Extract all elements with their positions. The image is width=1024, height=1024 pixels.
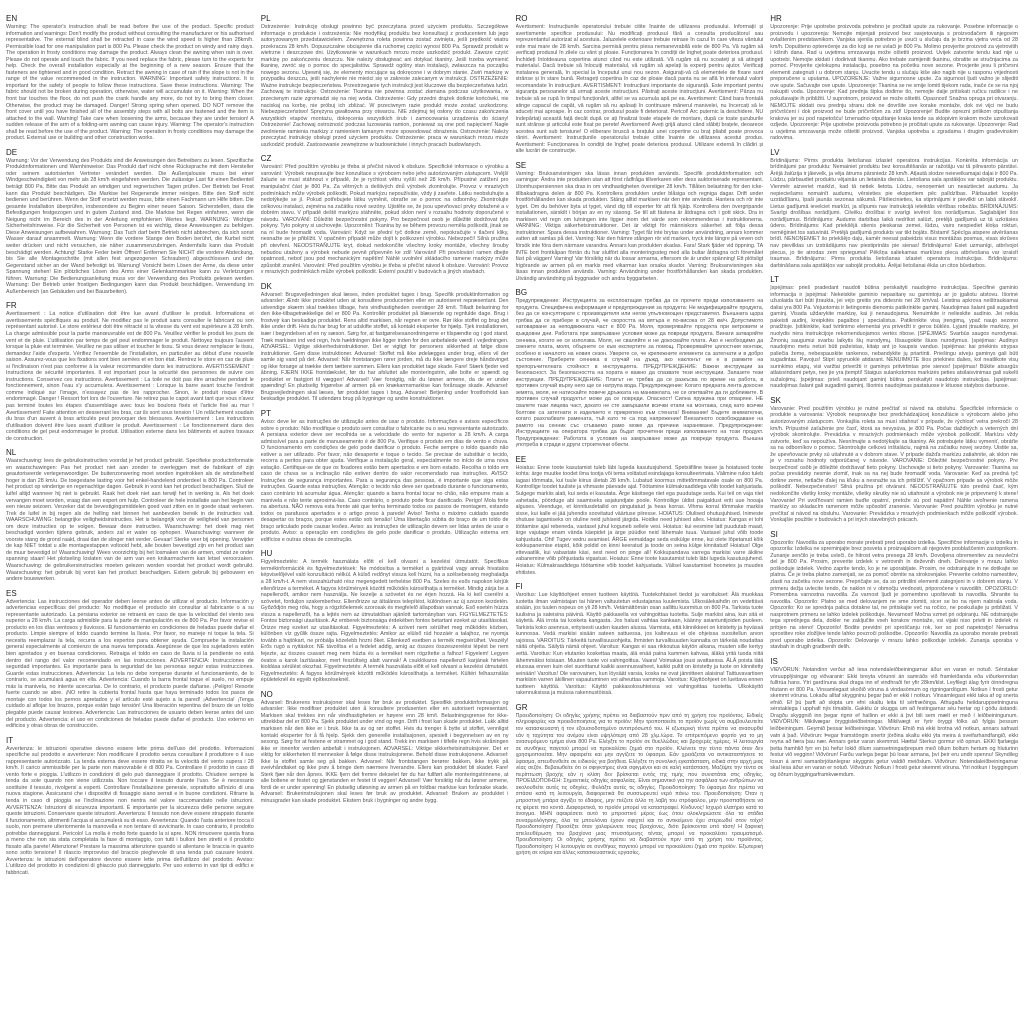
warning-text: VIÐVÖRUN: Notandinn verður að lesa notendaleiðbeiningarnar áður en varan er notuð. Sérstakar vöruupplýsingar og viðvaranir: Ekki breyta vörunni án samráðs við framleiðanda eða viðurkenndan fulltrúa hans. Ytri gardínuna skal draga inn ef vindhraði fer yfir 28km/klst. Leyfilegt álag fyrir óinndregna hlutann er 800 Pa. Vinsamlegast skoðið vöruna á vindasömum og rigningardögum. Notkun í frosti getur skemmt vöruna. Lokaðu alltaf skyggninu þegar það er ekki í notkun. Vinsamlegast ekki taka af og snerta efnið. Ef þú þarft að skipta um efni skaltu leita til sérfræðinga. Athugaðu heildaruppsetninguna sérstaklega í upphafi nýs tímabils. Gakktu úr skugga um að festingarnar séu hertar og í góðu ástandi. Dragðu skyggnið inn þegar rignir ef hallinn er ekki á því bili sem mælt er með í leiðbeiningunum. VIÐVÖRUN: Mikilvægar öryggisleiðbeiningar. Mikilvægt er fyrir öryggi fólks að fylgja þessum leiðbeiningum. Geymið þessar leiðbeiningar. Viðvörun: Efnið má ekki brotna við notkun, annars safnast vatn á það. Viðvörun: Þegar framstöngin snertir jörðina skaltu ekki ýta meira á sveifarhandfangið, ekki reyna að færa þau nær. Annars getur varan skemmst. Hætta! Sterkur gormur við opnun. EKKI fjarlægja þetta framhlið fyrr en þú hefur lokið öllum samsetningarþrepum með öllum boltum hertum og hluturinn festur við vegginn! Viðvörun! Farðu varlega þegar þú losar armana, því þeir eru undir spennu! Skyndileg losun á armi samanbrjótanlegrar skyggnis getur valdið meiðslum. Viðvörun: Notendaleiðbeiningarnar skal lesa áður en varan er notuð. Viðvörun: Notkun í frosti getur skemmt vöruna. Ytri notkun í byggingum og öðrum byggingarframkvæmdum.	[770, 667, 1018, 778]
warning-text: Įspėjimas: prieš pradedant naudoti būtina perskaityti naudojimo instrukcijas. Specifinė gaminio informacija ir įspėjimai: Nekeiskite gaminio nepasitarę su gamintoju ar jo įgaliotu atstovu. Išorinė užuolaida turi būti įtraukta, jei vėjo greitis yra didesnis nei 28 km/val. Leistina apkrova neištraukiamai daliai yra 800 Pa. Vėjuotomis ir lietingomis dienomis patikrinkite gaminį. Naudojimas šalant gali sugadinti gaminį. Visada uždarykite markizę, kai ji nenaudojama. Nenuimkite ir nelieskite audinio. Jei reikia pakeisti audinį, kreipkitės pagalbos į specialistus. Patikrinkite visą įrengimą, ypač naujo sezono pradžioje. Įsitikinkite, kad tvirtinimo elementai yra priveržti ir geros būklės. Lyjant įtraukite markizę, jei nuolydis nėra instrukcijoje rekomenduojamos vertės ribose. ĮSPĖJIMAS: Svarbūs saugos nurodymai. Žmonių saugumui svarbu laikytis šių nurodymų. Išsaugokite šiuos nurodymus. Įspėjimas: Audinys naudojimo metu neturi būti pažeistas, kitaip ant jo kaupsis vanduo. Įspėjimas: kai priekinis strypas paliečia žemę, nebespauskite rankenos, nebandykite jų priartinti. Priešingu atveju gaminys gali būti sugadintas. Pavojus! Stipri spyruoklė atidarant. NENUIMKITE šios priekinės dalies, kol neatlikote visų surinkimo etapų, visi varžtai priveržti ir gaminys pritvirtintas prie sienos! Įspėjimas! Būkite atsargūs atlaisvindami petys, nes jie yra įtempti! Staigus sulankstomos markizės peties atsilaisvinimas gali sukelti sužalojimų. Įspėjimas: prieš naudojant gaminį būtina perskaityti naudotojo instrukcijas. Įspėjimas: naudojimas šalant gali sugadinti gaminį. Išorinis naudojimas pastatuose ir kituose statybos darbuose.	[770, 285, 1018, 390]
language-section	[770, 275, 1018, 390]
warning-document	[6, 14, 1018, 1018]
warning-text: Advarsel: Brugsvejledningen skal læses, inden produktet tages i brug. Specifik produktinformation og advarsler: Ændr ikke produktet uden at konsultere producenten eller en autoriseret repræsentant. Den udvendige skærm skal trækkes tilbage, hvis vindhastigheden overstiger 28 km/t. Tilladt belastning for den ikke-tilbagetrækkelige del er 800 Pa. Kontrollér produktet på blæsende og regnfulde dage. Brug i frostvejr kan beskadige produktet. Rens altid markisen, når regnen er ovre. Rør ikke stoffet og brug det ikke under drift. Hvis du har brug for at udskifte stoffet, så kontakt eksperter for hjælp. Tjek installationen, især i begyndelsen af en ny sæson. Sørg for, at fastgørelsesanordningerne er tilspændte og i god stand. Træk markisen ind ved regn, hvis hældningen ikke ligger inden for den anbefalede værdi i vejledningen. ADVARSEL: Vigtige sikkerhedsinstruktioner. Det er vigtigt for personers sikkerhed at følge disse instruktioner. Gem disse instruktioner. Advarsel: Stoffet må ikke ødelægges under brug, ellers vil der samle sig vand på det. Advarsel: Når frontstangen rører jorden, må du ikke længere dreje håndsvinget og ikke forsøge at trække dem tættere sammen. Ellers kan produktet tage skade. Fare! Stærk fjeder ved åbning. FJERN IKKE frontdækslet, før du har afsluttet alle monteringstrin, alle bolte er spændt og produktet er fastgjort til væggen! Advarsel! Vær forsigtig, når du løsner armene, da de er under spænding! En pludselig frigørelse af armen på en knækarmsmarkise kan forårsage skade. Advarsel: Brugsvejledningen skal læses, før produktet tages i brug. Advarsel: Betjening under frostforhold kan beskadige produktet. Til udendørs brug på bygninger og andre konstruktioner.	[260, 291, 509, 403]
warning-text: Avvertenza: le istruzioni operative devono essere lette prima dell'uso del prodotto. Informazioni specifiche sul prodotto e avvertenze: Non modificare il prodotto senza consultare il produttore o il suo rappresentante autorizzato. La tenda esterna deve essere ritratta se la velocità del vento supera i 28 km/h. Il carico ammissibile per la parte non manovrabile è di 800 Pa. Controllare il prodotto in caso di vento forte e pioggia. L'utilizzo in condizioni di gelo può danneggiare il prodotto. Chiudere sempre la tenda da sole quando non viene utilizzata. Non toccare il tessuto durante l'uso. Se è necessario sostituire il tessuto, rivolgersi a esperti. Controllare l'installazione generale, soprattutto all'inizio di una nuova stagione. Assicurarsi che i dispositivi di fissaggio siano serrati e in buone condizioni. Ritrarre la tenda in caso di pioggia se l'inclinazione non rientra nel valore raccomandato nelle istruzioni. AVVERTENZA: Istruzioni di sicurezza importanti. È importante per la sicurezza delle persone seguire queste istruzioni. Conservare queste istruzioni. Avvertenza: Il tessuto non deve essere strappato durante il funzionamento, altrimenti l'acqua si accumulerà su di esso. Avvertenza: Quando l'asta anteriore tocca il suolo, non premere ulteriormente la manovella e non tentare di avvicinarle. In caso contrario, il prodotto potrebbe danneggiarsi. Pericolo! La molla è molto forte quando la si apre. NON rimuovere questa frana a meno che non sia stata completata la fase di montaggio, con tutti i bulloni ben stretti e il prodotto fissato alla parete! Attenzione! Prestare la massima attenzione quando si allentano le braccia in quanto sono sotto tensione! Il rilascio improvviso del braccio pieghevole di una tenda può causare lesioni. Avvertenza: le istruzioni dell'operatore devono essere lette prima dell'utilizzo del prodotto. Avviso: L'utilizzo del prodotto in condizioni di ghiaccio può danneggiarlo. Per uso esterno in vari tipi di edifici e fabbricati.	[6, 745, 254, 876]
language-code-heading: LT	[770, 275, 779, 285]
language-section	[516, 14, 764, 155]
warning-text: Warning: The operator's instruction shall be read before the use of the product. Specific product information and warnings: Don't modify the product without consulting the manufacturer or his authorised representative. The external blind shall be retracted in case the wind speed is higher than 28km/h. Permissible load for one manipulation part is 800 Pa. Please check the product on windy and rainy days. The operation in frosty conditions may damage the product. Always clean the awning when rain is over. Please do not operate and touch the fabric. If you need replace the fabric, please turn to the experts for help. Check the overall installation especially at the beginning of a new season. Ensure that the fasteners are tightened and in good condition. Retract the awning in case of rain if the slope is not in the range of the value recommended in the instruction. WARNING: Important safety instructions. It is important for the safety of people to follow these instructions. Save these instructions. Warning: The fabric should not be broken during operation, otherwise, water will accumulate on it. Warning: When the front bar touches the floor, do not push the crank handle any more, do not try to bring them closer. Otherwise, the product may be damaged. Danger! Strong spring when opened. DO NOT remove the front cover until you have finished all of the assembly steps with all bolts are fastened and the item is attached to the wall. Warning! Take care when loosening the arms, because they are under tension! A sudden release of the arm of a folding-arm awning can cause injury. Warning: The operator's instruction shall be read before the use of the product. Warning: The operation in frosty conditions may damage the product. External use or building and other construction works.	[6, 24, 254, 142]
language-section	[6, 148, 254, 295]
language-code-heading: SK	[770, 395, 781, 405]
language-section	[516, 582, 764, 697]
language-code-heading: ES	[6, 588, 17, 598]
language-section	[516, 288, 764, 449]
language-code-heading: HR	[770, 14, 782, 23]
language-section	[770, 14, 1018, 142]
language-code-heading: RO	[515, 14, 528, 23]
warning-text: Предупреждение: Инструкцията за експлоатация трябва да се прочете преди използването на продукта. Специфична информация и предупреждения за продукта: Не модифицирайте продукта, без да се консултирате с производителя или негов упълномощен представител. Външната щора трябва да се прибере в случай, че скоростта на вятъра е по-висока от 28 км/ч. Допустимото натоварване за неподвижната част е 800 Pa. Моля, проверявайте продукта при ветровити и дъждовни дни. Работата при замръзване условия може да повреди продукта. Винаги затваряйте сенника, когато не се използва. Моля, не сваляйте и не докосвайте плата. Ако е необходимо да сменете плата, моля, обърнете се към експертите за помощ. Проверявайте цялостния монтаж, особено в началото на новия сезон. Уверете се, че крепежните елементи са затегнати и в добро състояние. Приберете сенника в случай на дъжд, ако наклонът не е в рамките на препоръчителната стойност в инструкцията. ПРЕДУПРЕЖДЕНИЕ: Важни инструкции за безопасност. За безопасността на хората е важно да спазвате тези инструкции. Запазете тези инструкции. ПРЕДУПРЕЖДЕНИЕ: Платът не трябва да се разкъсва по време на работа, в противен случай върху него ще се натрупа вода. Предупреждение: Когато предната лента докосне земята, моля, не натискайте повече дръжката на манивелата, не се опитвайте да ги доближите. В противен случай продуктът може да се повреди. Опасност! Силна пружина при отваряне. НЕ свалете тази лицева част, докато не сте завършили всички етапи на монтажа, след като всички болтове са затегнати и изделието е прикрепено към стената! Внимание! Бъдете внимателни, когато разхлабвате рамената, тъй като те са под напрежение! Внезапното освобождаване на рамото на сенник със сгъваемо рамо може да причини нараняване. Предупреждение: Инструкциите на оператора трябва да бъдат прочетени преди използването на този продукт. Предупреждение: Работата в условия на замръзване може да повреди продукта. Външна употреба в сгради и други строителни обекти.	[515, 298, 764, 449]
language-code-heading: CZ	[260, 154, 272, 164]
language-section	[6, 736, 254, 877]
language-section	[516, 455, 764, 576]
language-code-heading: SI	[770, 529, 778, 539]
warning-text: Aviso: deve ler as instruções de utilização antes de usar o produto. Informações e avisos específicos sobre o produto: Não modifique o produto sem consultar o fabricante ou o seu representante autorizado. A persiana exterior deve ser recolhida se a velocidade do vento for superior a 28 km/h. A carga admissível para a parte de manuseamento é de 800 Pa. Verifique o produto em dias de vento e chuva. O funcionamento em condições de gelo pode danificar o produto. Feche sempre o toldo quando não estiver a ser utilizado. Por favor, não desaperte e toque o tecido. Se precisar de substituir o tecido, recorra a peritos para obter ajuda. Verifique a instalação geral, especialmente no início de uma nova estação. Certifique-se de que os fixadores estão bem apertados e em bom estado. Recolha o toldo em caso de chuva se a inclinação não estiver dentro do valor recomendado nas instruções. AVISO: Instruções de segurança importantes. Para a segurança das pessoas, é importante que siga estas instruções. Guarde estas instruções. Atenção: o tecido não deve ser quebrado durante o funcionamento, caso contrário irá acumular água. Atenção: quando a barra frontal tocar no chão, não empurre mais a manivela e não tente aproximá-las. Caso contrário, o produto pode ficar danificado. Perigo! Mola forte na abertura. NÃO remova esta frente até que tenha terminado todos os passos de montagem, estando todos os parafusos apertados e o artigo preso à parede! Aviso! Tenha o máximo cuidado quando desapertar os braços, porque estes estão sob tensão! Uma libertação súbita do braço de um toldo de braço articulado pode causar lesões. Aviso: as instruções de utilização devem ser lidas antes de usar o produto. Aviso: a operação em condições de gelo pode danificar o produto. Utilização externa em edifícios e outras obras de construção.	[260, 418, 509, 543]
language-section	[770, 657, 1018, 778]
warning-text: Hoiatus: Enne toote kasutamist tuleb läbi lugeda kasutusjuhend. Spetsiifiline teave ja hoiatused toote kohta: ärge muutke toodet ilma tootja või tema volitatud esindajaga konsulteerimata. Välimine ruloo tuleb tagasi tõmmata, kui tuule kiirus ületab 28 km/h. Lubatud koormus mittetõmmatavale osale on 800 Pa. Kontrollige toodet tuuliste ja vihmaste päevade ajal. Töötamine külmakraadidega võib toodet kahjustada. Sulgege markiis alati, kui seda ei kasutata. Ärge käsitsege riiet ega puudutage seda. Kui teil on vaja riiet vahetada, pöörduge abi saamiseks asjatundjate poole. Kontrollige üldist paigaldust eriti uue hooaja alguses. Veenduge, et kinnitusdetailid on pingutatud ja heas korras. Vihma korral tõmmake markiis sisse, kui kalle ei jää juhendis soovitatud väärtuse piiresse. HOIATUS: Olulised ohutusjuhised. Inimeste ohutuse tagamiseks on oluline neid juhiseid järgida. Hoidke need juhised alles. Hoiatus: Kangas ei tohi töötamise ajal rebeneda, vastasel juhul koguneb sellele vesi. Hoiatus: kui eesmine latt puudutab maad, ärge vajutage enam vända käepidet ja ärge püüdke neid lähemale tuua. Vastasel juhul võib toode kahjustuda. Oht! Tugev vedru avamisel. ÄRGE eemaldage seda esikülge enne, kui olete lõpetanud kõik kokkupanemise etapid, kõik poldid on kinni keeratud ja toode on seina külge kinnitatud! Hoiatus! Olge ettevaatlik, kui vabastate käsi, sest need on pinge all! Kokkupandava varrega markiisi varre äkiline vabanemine võib põhjustada vigastusi. Hoiatus: Enne toote kasutamist tuleb läbi lugeda kasutusjuhend. Hoiatus: Külmakraadidega töötamine võib toodet kahjustada. Välisel kasutamisel hoonetes ja muudes ehitistes.	[515, 464, 764, 576]
language-code-heading: IS	[770, 657, 778, 667]
warning-text: Advarsel: Brukerens instruksjoner skal leses før bruk av produktet. Spesifikk produktinformasjon og advarsler: Ikke modifiser produktet uten å konsultere produsenten eller en autorisert representant. Markisen skal trekkes inn når vindhastigheten er høyere enn 28 km/t. Belastningsgrense for ikke-uttrekkbar del er 800 Pa. Sjekk produktet under vind og regn. Drift i frost kan skade produktet. Lukk alltid markisen når den ikke er i bruk. Ikke ta av og rør stoffet. Hvis du trenger å bytte ut stoffet, vennligst kontakt eksperter for å få hjelp. Sjekk den generelle installasjonen, spesielt i begynnelsen av en ny sesong. Sørg for at festene er strammet og i god stand. Trekk inn markisen i tilfelle regn hvis skråningen ikke er innenfor verdien anbefalt i instruksjonen. ADVARSEL: Viktige sikkerhetsinstruksjoner. Det er viktig for sikkerheten til mennesker å følge disse instruksjonene. Behold disse instruksjonene. Advarsel: Ikke la stoffet samle seg på bakken. Advarsel: Når frontstangen berører bakken, ikke trykk på sveivhåndtaket og ikke prøv å bringe dem nærmere hverandre. Ellers kan produktet bli skadet. Fare! Sterk fjær når den åpnes. IKKE fjern det fremre dekselet før du har fullført alle monteringstrinnene, at alle boltene er festet og gjenstanden er festet til veggen! Advarsel! Vær forsiktig når du løsner armene, fordi de er under spenning! En plutselig utløsning av armen på en foldbar markise kan forårsake skade. Advarsel: Brukerinstruksjonen skal leses før bruk av produktet. Advarsel: Bruken av produktet i minusgrader kan skade produktet. Ekstern bruk i bygninger og andre bygg.	[260, 699, 509, 804]
language-code-heading: HU	[260, 549, 273, 559]
language-section	[770, 530, 1018, 651]
language-code-heading: FR	[6, 301, 17, 311]
language-code-heading: NO	[260, 689, 273, 699]
language-section	[6, 589, 254, 730]
language-code-heading: EN	[6, 14, 18, 23]
text-column	[6, 14, 254, 1018]
warning-text: Avertissement : La notice d'utilisation doit être lue avant d'utiliser le produit. Informations et avertissements spécifiques au produit. Ne modifiez pas le produit sans consulter le fabricant ou son représentant autorisé. Le store extérieur doit être rétracté si la vitesse du vent est supérieure à 28 km/h. La charge admissible pour la partie manœuvrable est de 800 Pa. Veuillez vérifier le produit les jours de vent et de pluie. L'utilisation par temps de gel peut endommager le produit. Nettoyez toujours l'auvent lorsque la pluie est terminée. Veuillez ne pas utiliser et toucher le tissu. Si vous devez remplacer le tissu, demandez l'aide d'experts. Vérifiez l'ensemble de l'installation, en particulier au début d'une nouvelle saison. Assurez-vous que les fixations sont bien serrées et en bon état. Rentrez le store en cas de pluie si l'inclinaison n'est pas conforme à la valeur recommandée dans les instructions. AVERTISSEMENT : Instructions de sécurité importantes. Il est important pour la sécurité des personnes de suivre ces instructions. Conservez ces instructions. Avertissement : La toile ne doit pas être arrachée pendant le fonctionnement, sinon l'eau s'y accumulera. Avertissement : Lorsque la barre avant touche l'endroit comme indiqué sur l'image, n'essayez pas de les rapprocher. Sinon, le produit risque d'être endommagé. Danger ! Ressort fort lors de l'ouverture. Ne retirez pas le capot avant tant que vous n'avez pas terminé toutes les étapes d'assemblage avec tous les boulons fixés et l'article fixé au mur ! Avertissement! Faite attention en desserrant les bras, car ils sont sous tension ! Un relâchement soudain du bras d'un auvent à bras articulés peut provoquer des blessures. Avertissement : Les instructions d'utilisation doivent être lues avant d'utiliser le produit. Avertissement : Le fonctionnement dans des conditions de gel peut endommager le produit. Utilisation externe dans les bâtiments et autres travaux de construction.	[6, 311, 254, 442]
language-section	[516, 161, 764, 282]
language-section	[6, 14, 254, 142]
warning-text: Varování: Před použitím výrobku je třeba si přečíst návod k obsluze. Specifické informace o výrobku a varování: Výrobek neupravujte bez konzultace s výrobcem nebo jeho autorizovaným zástupcem. Vnější žaluzie se musí stáhnout v případě, že je rychlost větru vyšší než 28 km/h. Přípustné zatížení pro manipulační část je 800 Pa. Za větrných a deštivých dnů výrobek zkontrolujte. Provoz v mrazivých podmínkách může výrobek poškodit. Pokud markýzu nepoužíváte, vždy ji zavřete. Látku neobsluhujte a nedotýkejte se jí. Pokud potřebujete látku vyměnit, obraťte se o pomoc na odborníky. Zkontrolujte celkovou instalaci, zejména na začátku nové sezóny. Ujistěte se, že jsou upevňovací prvky dotažené a v dobrém stavu. V případě deště markýzu stáhněte, pokud sklon není v rozsahu hodnoty doporučené v návodu. VAROVÁNÍ: Důležité bezpečnostní pokyny. Pro bezpečnost osob je důležité dodržovat tyto pokyny. Tyto pokyny si uschovejte. Upozornění: Tkanina by se během provozu neměla poškodit, jinak se na ní bude hromadit voda. Varování: Když se přední tyč dotkne země, nepokračujte v tlačení kliky, nesnažte se je přiblížit. V opačném případě může dojít k poškození výrobku. Nebezpečí! Silná pružina při otevření. NEODSTRAŇUJTE kryt, dokud nedokončíte všechny kroky montáže, všechny šrouby nebudou utaženy a výrobek nebude pevně připevněn ke zdi! Varování! Při povolování ramen dbejte opatrnosti, neboť jsou pod mechanickým napětím! Náhlé uvolnění skládacího ramene markýzy může způsobit zranění. Varování: Před použitím výrobku je třeba si přečíst návod k obsluze. Varování: Provoz v mrazivých podmínkách může výrobek poškodit. Externí použití v budovách a jiných stavbách.	[260, 164, 509, 276]
warning-text: Waarschuwing: lees de gebruiksinstructies voordat je het product gebruikt. Specifieke productinformatie en waarschuwingen: Pas het product niet aan zonder te overleggen met de fabrikant of zijn geautoriseerde vertegenwoordiger. De buitenzonwering moet worden ingetrokken als de windsnelheid hoger is dan 28 km/u. De toegestane lasting voor het enkel-handelend onderdeel is 800 Pa. Controleer het product op winderige en regenachtige dagen. Gebruik in vorst kan het product beschadigen. Sluit de luifel altijd wanneer hij niet is gebruikt. Raak het doek niet aan terwijl het in werking is. Als het doek vervangen moet worden, vraag dan een expert om hulp. Controleer de hele installatie aan het begin van een nieuw seizoen. Verzeker dat de bevestigingsmiddelen goed vast zitten en in goede staat verkeren. Trek de luifel in bij regen als de helling niet binnen het aanbevolen bereik in de instructies valt. WAARSCHUWING: belangrijke veiligheidsinstructies. Het is belangrijk voor de veiligheid van personen om deze instructies op te volgen. Bewaar deze instructies. Waarschuwing: het doek mag niet beschadigd worden tijdens gebruik, anders zal er water op ophopen. Waarschuwing: wanneer de voorste stang de grond raakt, draai dan de slinger niet verder. Gevaar! Sterke veer bij opening. Verwijder de kap NIET totdat u alle montagestappen voltooid hebt, alle bouten bevestigd zijn en het product aan de muur bevestigd is! Waarschuwing! Wees voorzichtig bij het losmaken van de armen, omdat ze onder spanning staan! Het plotseling loslaten van de arm van een knikarmscherm kan letsel veroorzaken. Waarschuwing: de gebruikersinstructies moeten gelezen worden voordat het product wordt gebruikt. Waarschuwing: het gebruik bij vorst kan het product beschadigen. Extern gebruik bij gebouwen en andere bouwwerken.	[6, 458, 254, 583]
warning-text: Avertisment: Instrucțiunile operatorului trebuie citite înainte de utilizarea produsului. Informații și avertismente specifice produsului: Nu modificați produsul fără a consulta producătorul sau reprezentantul autorizat al acestuia. Jaluzelele exterioare trebuie retrase în cazul în care viteza vântului este mai mare de 28 km/h. Sarcina permisă pentru piesa nemanevrabilă este de 800 Pa. Vă rugăm să verificați produsul în zilele cu vânt și ploaie. Funcționarea în condiții de îngheț poate deteriora produsul. Închideți întotdeauna copertina atunci când nu este utilizată. Vă rugăm să nu scoateți și să atingeți materialul. Dacă trebuie să înlocuiți materialul, vă rugăm să apelați la experți pentru ajutor. Verificați instalarea generală, în special la începutul unui nou sezon. Asigurați-vă că elementele de fixare sunt strânse și în stare bună. Retrageți copertina în caz de ploaie dacă panta nu se află în intervalul valorii recomandate în instrucțiuni. AVERTISMENT: Instrucțiuni importante de siguranță. Este important pentru siguranța persoanelor să urmați aceste instrucțiuni. Păstrați aceste instrucțiuni. Avertisment: Pânza nu trebuie să se rupă în timpul funcționării, altfel se va acumula apă pe ea. Avertisment: Când bara frontală atinge capacul de capăt, vă rugăm să nu apăsați în continuare mânerul manivelei, nu încercați să le aduceți mai aproape. În caz contrar, produsul poate fi deteriorat. Pericol! Arc puternic la deschidere. NU îndepărtați această față decât după ce ați finalizat toate etapele de montare, după ce toate șuruburile sunt strânse și articolul este fixat pe perete! Avertisment! Aveți grijă atunci când slăbiți brațele, deoarece acestea sunt sub tensiune! O eliberare bruscă a brațului unei copertine cu braț pliabil poate provoca răniri. Avertisment: Instrucțiunile operatorului trebuie citite înainte de utilizarea acestui produs. Avertisment: Funcționarea în condiții de îngheț poate deteriora produsul. Utilizare externă în clădiri și alte lucrări de construcție.	[515, 24, 764, 155]
language-code-heading: DE	[6, 147, 18, 157]
language-section	[770, 148, 1018, 269]
text-column	[516, 14, 764, 1018]
language-section	[261, 409, 509, 543]
warning-text: Brīdinājums: Pirms produkta lietošanas izlasiet operatora instrukcijas. Konkrēta informācija un brīdinājumi par produktu: Nemainiet produktu bez konsultēšanās ar ražotāju vai tā pilnvaroto pārstāvi. Ārējā žalūzija ir jāievelk, ja vēja ātrums pārsniedz 28 km/h. Atļautā slodze neievelkamajai daļai ir 800 Pa. Lūdzu, pārbaudiet produktu vējainās un lietainās dienās. Lietošana sala apstākļos var sabojāt produktu. Vienmēr aizveriet markīzi, kad tā netiek lietota. Lūdzu, nenoņemiet un neaiztieciet audumu. Ja nepieciešams nomainīt audumu, vērsieties pie ekspertiem pēc palīdzības. Pārbaudiet kopējo uzstādīšanu, īpaši jaunās sezonas sākumā. Pārliecinieties, ka stiprinājumi ir pievilkti un labā stāvoklī. Lietus gadījumā ievelciet markīzi, ja slīpums nav instrukcijā ieteiktās vērtības robežās. BRĪDINĀJUMS: Svarīgi drošības norādījumi. Cilvēku drošībai ir svarīgi ievērot šos norādījumus. Saglabājiet šos norādījumus. Brīdinājums: Audums darbības laikā nedrīkst salūzt, pretējā gadījumā uz tā uzkrāsies ūdens. Brīdinājums: Kad priekšējā stienis pieskaras zemei, lūdzu, vairs nespiediet kloķa rokturi, nemēģiniet tos satuvināt. Pretējā gadījumā produkts var tikt bojāts. Bīstami! Spēcīga atspere atvēršanas brīdī. NENOŅEMIET šo priekšējo daļu, kamēr neesat pabeidzis visus montāžas posmus, visas skrūves nav pievilktas un izstrādājums nav piestiprināts pie sienas! Brīdinājums! Esiet uzmanīgi, atbrīvojot plecus, jo tie atrodas zem sprieguma! Pēkšņa saliekamas markīzes pleca atbrīvošana var izraisīt traumas. Brīdinājums: Pirms produkta lietošanas izlasiet operatora instrukcijas. Brīdinājums: darbināšana sala apstākļos var sabojāt produktu. Ārējai lietošanai ēkās un citos būvdarbos.	[770, 157, 1018, 269]
language-code-heading: FI	[515, 582, 523, 592]
warning-text: Προειδοποίηση: Οι οδηγίες χρήσης πρέπει να διαβαστούν πριν από τη χρήση του προϊόντος. Ειδικές πληροφορίες και προειδοποιήσεις για το προϊόν: Μην τροποποιείτε το προϊόν χωρίς να συμβουλευτείτε τον κατασκευαστή ή τον εξουσιοδοτημένο αντιπρόσωπό του. Η εξωτερική τέντα πρέπει να ανασυρθεί εάν η ταχύτητα του ανέμου είναι υψηλότερη από 28 χλμ./ώρα. Το επιτρεπόμενο φορτίο για το μη ανασυρόμενο τμήμα είναι 800 Pa. Ελέγξτε το προϊόν σε θυελλώδεις και βροχερές ημέρες. Η λειτουργία σε συνθήκες παγετού μπορεί να προκαλέσει ζημιά στο προϊόν. Κλείνετε την τέντα πάντα όταν δεν χρησιμοποιείται. Μην αφαιρείτε και μην αγγίζετε το ύφασμα. Εάν χρειάζεται να αντικαταστήσετε το ύφασμα, απευθυνθείτε σε ειδικούς για βοήθεια. Ελέγξτε τη συνολική εγκατάσταση, ειδικά στην αρχή μιας νέας σεζόν. Βεβαιωθείτε ότι οι σφιγκτήρες είναι σφιγμένοι και σε καλή κατάσταση. Μαζέψτε την τέντα σε περίπτωση βροχής εάν η κλίση δεν βρίσκεται εντός της τιμής που συνιστάται στις οδηγίες. ΠΡΟΕΙΔΟΠΟΙΗΣΗ: Σημαντικές οδηγίες ασφαλείας. Είναι σημαντικό για την ασφάλεια των ανθρώπων να ακολουθείτε αυτές τις οδηγίες. Φυλάξτε αυτές τις οδηγίες. Προειδοποίηση: Το ύφασμα δεν πρέπει να σπάσει κατά τη λειτουργία, διαφορετικά θα συσσωρευτεί νερό πάνω του. Προειδοποίηση: Όταν η μπροστινή μπάρα αγγίξει το έδαφος, μην πιέζετε άλλο τη λαβή του στρόφαλου, μην προσπαθήσετε να τις φέρετε πιο κοντά. Διαφορετικά, το προϊόν μπορεί να καταστραφεί. Κίνδυνος! Ισχυρό ελατήριο κατά το άνοιγμα. ΜΗΝ αφαιρέσετε αυτό το μπροστινό μέρος έως ότου ολοκληρώσετε όλα τα στάδια συναρμολόγησης, όλα τα μπουλόνια έχουν σφιχτεί και το αντικείμενο έχει στερεωθεί στον τοίχο! Προειδοποίηση! Προσέξτε όταν χαλαρώνετε τους βραχίονες, διότι βρίσκονται υπό τάση! Η ξαφνική απελευθέρωση του βραχίονα μιας πτυσσόμενης τέντας μπορεί να προκαλέσει τραυματισμό. Προειδοποίηση: Οι οδηγίες χρήσης πρέπει να διαβαστούν πριν από τη χρήση του προϊόντος. Προειδοποίηση: Η λειτουργία σε συνθήκες παγετού μπορεί να προκαλέσει ζημιά στο προϊόν. Εξωτερική χρήση σε κτίρια και άλλες κατασκευαστικές εργασίες.	[515, 712, 764, 857]
language-section	[261, 282, 509, 403]
warning-text: Warnung: Vor der Verwendung des Produkts sind die Anweisungen des Betreibers zu lesen. Spezifische Produktinformationen und Warnhinweise: Das Produkt darf nicht ohne Rücksprache mit dem Hersteller oder seinem autorisierten Vertreter verändert werden. Die Außenjalousie muss bei einer Windgeschwindigkeit von mehr als 28 km/h eingefahren werden. Die zulässige Last für einen Bedienteil beträgt 800 Pa. Bitte das Produkt an windigen und regnerischen Tagen prüfen. Der Betrieb bei Frost kann das Produkt beschädigen. Die Markise bei Regenende immer reinigen. Bitte den Stoff nicht bedienen und berühren. Wenn der Stoff ersetzt werden muss, bitte einen Fachmann um Hilfe bitten. Die gesamte Installation überprüfen, insbesondere zu Beginn einer neuen Saison. Sicherstellen, dass die Befestigungen festgezogen und in gutem Zustand sind. Die Markise bei Regen einfahren, wenn die Neigung nicht im Bereich des in der Anleitung empfohlenen Wertes liegt. WARNUNG: Wichtige Sicherheitshinweise. Für die Sicherheit von Personen ist es wichtig, diese Anweisungen zu befolgen. Diese Anweisungen aufbewahren. Warnung: Das Tuch darf beim Betrieb nicht abbrechen, da sich sonst Wasser darauf ansammelt. Warnung: Wenn die vordere Stange den Boden berührt, die Kurbel nicht weiter drücken und nicht versuchen, sie näher zusammenzubringen. Andernfalls kann das Produkt beschädigt werden. Achtung! Starke Feder beim Öffnen! Entfernen Sie NICHT die vordere Abdeckung, bis Sie alle Montageschritte (mit allen fest angezogenen Schrauben) abgeschlossen und der Gegenstand sicher an der Wand befestigt ist. Warnung! Vorsicht beim Lösen der Arme, da diese unter Spannung stehen! Ein plötzliches Lösen des Arms einer Gelenkarmmarkise kann zu Verletzungen führen. Warnung: Die Bedienungsanleitung muss vor der Verwendung des Produkts gelesen werden. Warnung: Der Betrieb unter frostigen Bedingungen kann das Produkt beschädigen. Verwendung im Außenbereich (an Gebäuden und bei Bauarbeiten).	[6, 157, 254, 295]
language-code-heading: PL	[260, 14, 271, 23]
language-section	[261, 690, 509, 805]
warning-text: Varovanie: Pred použitím výrobku je nutné prečítať si návod na obsluhu. Špecifické informácie o produkte a varovania: Výrobok neupravujte bez predchádzajúcej konzultácie s výrobcom alebo jeho autorizovaným zástupcom. Vonkajšia roleta sa musí stiahnuť v prípade, že rýchlosť vetra prekročí 28 km/h. Prípustné zaťaženie pre časť, ktorá sa nevysúva, je 800 Pa. Počas daždivých a veterných dní výrobok skontrolujte. Prevádzka v mrazivých podmienkach môže výrobok poškodiť. Markízu vždy zatvorte, keď sa nepoužíva. Nesnímajte a nedotýkajte sa tkaniny. Ak potrebujete látku vymeniť, obráťte sa na odborníkov o pomoc. Skontrolujte celkovú inštaláciu, najmä na začiatku novej sezóny. Uistite sa, že upevňovacie prvky sú utiahnuté a v dobrom stave. V prípade dažďa markízu zatiahnite, ak sklon nie je v rozsahu hodnoty odporúčanej v návode. VAROVANIE: Dôležité bezpečnostné pokyny. Pre bezpečnosť osôb je dôležité dodržiavať tieto pokyny. Uschovajte si tieto pokyny. Varovanie: Tkanina sa počas prevádzky nesmie zlomiť, inak sa na nej bude hromadiť voda. Varovanie: Keď sa predná tyč dotkne zeme, netlačte ďalej na kľuku a nesnažte sa ich priblížiť. V opačnom prípade sa výrobok môže poškodiť. Nebezpečenstvo! Silná pružina pri otváraní. NEODSTRAŇUJTE túto prednú časť, kým nedokončíte všetky kroky montáže, všetky skrutky nie sú utiahnuté a výrobok nie je pripevnený k stene! Varovanie! Pri uvoľňovaní ramien buďte opatrní, pretože sú pod napätím! Náhle uvoľnenie ramena markízy so skladacím ramenom môže spôsobiť zranenie. Varovanie: Pred použitím výrobku je nutné prečítať si návod na obsluhu. Varovanie: Prevádzka v mrazivých podmienkach môže poškodiť výrobok. Vonkajšie použitie v budovách a pri iných stavebných prácach.	[770, 405, 1018, 524]
warning-text: Opozorilo: Navodila za uporabo morate prebrati pred uporabo izdelka. Specifične informacije o izdelku in opozorila: Izdelka ne spreminjajte brez posveta s proizvajalcem ali njegovim pooblaščenim zastopnikom. Zunanje senčilo je treba uvleči, če hitrost vetra presega 28 km/h. Dovoljena obremenitev za neuvlečni del je 800 Pa. Prosim, preverite izdelek v vetrovnih in deževnih dneh. Delovanje v mrazu lahko poškoduje izdelek. Vedno zaprite tendo, ko je ne uporabljate. Prosim, ne odstranjujte in ne dotikajte se platna. Če je treba platno zamenjati, se za pomoč obrnite na strokovnjake. Preverite celotno namestitev, zlasti na začetku nove sezone. Prepričajte se, da so pritrdilni elementi zategnjeni in v dobrem stanju. V primeru dežja uvlecite tendo, če naklon ni v območju vrednosti, priporočene v navodilih. OPOZORILO: Pomembna varnostna navodila. Za varnost ljudi je pomembno upoštevati ta navodila. Shranite ta navodila. Opozorilo: Platno se med delovanjem ne sme zlomiti, sicer se bo na njem nabirala voda. Opozorilo: Ko se sprednja palica dotakne tal, ne pritiskajte več na ročico, ne poskušajte ju približati. V nasprotnem primeru se lahko izdelek poškoduje. Nevarnost! Močna vzmet pri odpiranju. NE odstranjujte tega sprednjega dela, dokler ne zaključite vseh korakov montaže, vsi vijaki niso priviti in izdelek ni pritrjen na steno! Opozorilo! Bodite previdni pri sproščanju rok, ker so pod napetostjo! Nenadna sprostitev roke zložljive tende lahko povzroči poškodbe. Opozorilo: Navodila za uporabo morate prebrati pred uporabo izdelka. Opozorilo: Delovanje v mrazu lahko poškoduje izdelek. Zunanja uporaba v stavbah in drugih gradbenih delih.	[770, 539, 1018, 651]
warning-text: Ostrzeżenie: Instrukcję obsługi powinno być przeczytana przed użyciem produktu. Szczegółowe informacje o produkcie i ostrzeżenia: Nie modyfikuj produktu bez konsultacji z producentem lub jego autoryzowanym przedstawicielem. Zewnętrzna roleta powinna zostać zwinięta, jeśli prędkość wiatru przekracza 28 km/h. Dopuszczalne obciążenie dla ruchomej części wynosi 800 Pa. Sprawdź produkt w wietrzne i deszczowe dni. Użytkowanie w warunkach mrozu może uszkodzić produkt. Zawsze czyść markizę po zakończeniu deszczu. Nie należy obsługiwać ani dotykać tkaniny. Jeśli trzeba wymienić tkaninę, zwróć się o pomoc do specjalistów. Sprawdź ogólny stan instalacji, zwłaszcza na początku nowego sezonu. Upewnij się, że elementy mocujące są dokręcone i w dobrym stanie. Zwiń markizę w przypadku deszczu, jeśli nachylenie nie mieści się w zakresie zalecanym w instrukcji. OSTRZEŻENIE: Ważne instrukcje bezpieczeństwa. Przestrzeganie tych instrukcji jest kluczowe dla bezpieczeństwa ludzi. Zachowaj te instrukcje. Ostrzeżenie: Tkanina nie powinna zostać złamana podczas użytkowania, w przeciwnym razie zgromadzi się na niej woda. Ostrzeżenie: Gdy przedni drążek dotknie końcówki, nie naciskaj na korbę, nie próbuj ich zbliżać. W przeciwnym razie produkt może zostać uszkodzony. Niebezpieczeństwo! Sprężyna gwałtowna przy otwarciu. NIE zdejmuj tej osłony do czasu zakończenia wszystkich etapów montażu, dokręcenia wszystkich śrub i zamocowania urządzenia do ściany! Ostrzeżenie! Zachowaj ostrożność podczas luzowania ramion, ponieważ są one pod napięciem! Nagłe zwolnienie ramienia markizy z ramieniem łamanym może spowodować obrażenia. Ostrzeżenie: Należy przeczytać instrukcję obsługi przed użyciem produktu. Ostrzeżenie: praca w warunkach mrozu może uszkodzić produkt. Zastosowanie zewnętrzne w budownictwie i innych pracach budowlanych.	[260, 24, 509, 148]
language-section	[516, 703, 764, 857]
language-code-heading: EE	[515, 454, 527, 464]
language-code-heading: NL	[6, 448, 17, 458]
language-code-heading: IT	[6, 735, 14, 745]
language-section	[6, 301, 254, 442]
language-code-heading: GR	[515, 702, 528, 712]
warning-text: Upozorenje: Prije upotrebe proizvoda potrebno je pročitati upute za rukovanje. Posebne informacije o proizvodu i upozorenja: Nemojte mijenjati proizvod bez savjetovanja s proizvođačem ili njegovim ovlaštenim predstavnikom. Vanjska sjenila potrebno je uvući u slučaju da je brzina vjetra veća od 28 km/h. Dopušteno opterećenje za dio koji se ne uvlači je 800 Pa. Molimo provjerite proizvod za vjetrovitih i kišnih dana. Rad u uvjetima smrzavanja može oštetiti proizvod. Uvijek zatvorite tendu kad nije u upotrebi. Nemojte skidati i dodirivati tkaninu. Ako trebate zamijeniti tkaninu, obratite se stručnjacima za pomoć. Provjerite cjelokupnu instalaciju, posebno na početku nove sezone. Provjerite jesu li pričvrsni elementi zategnuti i u dobrom stanju. Uvucite tendu u slučaju kiše ako nagib nije u rasponu vrijednosti preporučene u uputama. UPOZORENJE: Važne sigurnosne upute. Za sigurnost ljudi važno je slijediti ove upute. Sačuvajte ove upute. Upozorenje: Tkanina se ne smije lomiti tijekom rada, inače će se na njoj nakupiti voda. Upozorenje: Kad prednja šipka dodirne tlo, nemojte dalje pritiskati ručicu radilice i ne pokušavajte ih približiti. U suprotnom, proizvod se može oštetiti. Opasnost! Snažna opruga pri otvaranju. NEMOJTE skidati ovu prednju stranu dok ne dovršite sve korake montaže, dok svi vijci ne budu pričvršćeni i dok proizvod ne bude pričvršćen za zid! Upozorenje! Budite oprezni prilikom otpuštanja krakova jer su pod napetošću! Iznenadno otpuštanje kraka tende sa sklopivim krakom može uzrokovati ozljede. Upozorenje: Prije upotrebe proizvoda potrebno je pročitati upute za rukovanje. Upozorenje: Rad u uvjetima smrzavanja može oštetiti proizvod. Vanjska upotreba u zgradama i drugim građevinskim radovima.	[770, 24, 1018, 142]
language-section	[261, 549, 509, 683]
text-column	[261, 14, 509, 1018]
language-section	[261, 154, 509, 275]
text-column	[770, 14, 1018, 1018]
language-code-heading: PT	[260, 408, 271, 418]
language-section	[261, 14, 509, 148]
warning-text: Figyelmeztetés: A termék használata előtt el kell olvasni a kezelési útmutatót. Specifikus termékinformációk és figyelmeztetések: Ne módosítsa a terméket a gyártóval vagy annak hivatalos képviselőjével való konzultáció nélkül. A külső redőnyt vissza kell húzni, ha a szélsebesség meghaladja a 28 km/h-t. A nem visszahúzható rész megengedett terhelése 800 Pa. Szeles és esős napokon kérjük ellenőrizze a terméket. A fagyos körülmények közötti működés károsíthatja a terméket. Mindig zárja be a napellenzőt, amikor nem használja. Ne kezelje a szövetet és ne érjen hozzá. Ha ki kell cserélni a szövetet, forduljon szakemberhez. Ellenőrizze az általános telepítést, különösen az új szezon kezdetén. Győződjön meg róla, hogy a rögzítőelemek szorosak és megfelelő állapotban vannak. Eső esetén húzza vissza a napellenzőt, ha a lejtés nem az útmutatóban ajánlott tartományban van. FIGYELMEZTETÉS: Fontos biztonsági utasítások. Az emberek biztonsága érdekében fontos betartani ezeket az utasításokat. Őrizze meg ezeket az utasításokat. Figyelmeztetés: A szövet nem sérülhet meg működés közben, különben víz gyűlik össze rajta. Figyelmeztetés: Amikor az elülső rúd hozzáér a talajhoz, ne nyomja tovább a hajtókart, ne próbálja közelebb hozni őket. Ellenkező esetben a termék megsérülhet. Veszély! Erős rugó a nyitáskor. NE távolítsa el a fedelet addig, amíg az összes összeszerelési lépést be nem fejezte, az összes csavart meg nem húzta és a terméket nem rögzítette a falhoz! Figyelem! Legyen óvatos a karok lazításakor, mert feszültség alatt vannak! A csuklókaros napellenző karjának hirtelen kioldása sérülést okozhat. Figyelmeztetés: A termék használata előtt el kell olvasni a kezelési útmutatót. Figyelmeztetés: A fagyos körülmények közötti működés károsíthatja a terméket. Kültéri felhasználás épületeknél és egyéb építkezéseknél.	[260, 559, 509, 684]
warning-text: Varoitus: Lue käyttöohjeet ennen tuotteen käyttöä. Tuotekohtaiset tiedot ja varoitukset: Älä muokkaa tuotetta ilman valmistajan tai hänen valtuutetun edustajansa kuulemista. Ulkosälekaihdin on vedettävä sisään, jos tuulen nopeus on yli 28 km/h. Vetämättömän osan sallittu kuormitus on 800 Pa. Tarkista tuote tuulisina ja sateisina päivinä. Käyttö pakkasella voi vahingoittaa tuotetta. Sulje markiisi aina, kun sitä ei käytetä. Älä irrota tai kosketa kangasta. Jos haluat vaihtaa kankaan, käänny asiantuntijoiden puoleen. Tarkista koko asennus, erityisesti uuden kauden alussa. Varmista, että kiinnikkeet on kiristetty ja hyvässä kunnossa. Vedä markiisi sisään sateen sattuessa, jos kaltevuus ei ole ohjeissa suositellun arvon rajoissa. VAROITUS: Tärkeitä turvallisuusohjeita. Ihmisten turvallisuuden kannalta on tärkeää noudattaa näitä ohjeita. Säilytä nämä ohjeet. Varoitus: Kangas ei saa rikkoutua käytön aikana, muuten sille kertyy vettä. Varoitus: Kun etutanko koskettaa maata, älä enää paina kammen kahvaa, äläkä yritä tuoda niitä lähemmäksi toisiaan. Muuten tuote voi vahingoittua. Vaara! Voimakas jousi avattaessa. ÄLÄ poista tätä etuosaa ennen kuin olet suorittanut kaikki asennusvaiheet, kaikki pultit on kiristetty ja tuote on kiinnitetty seinään! Varoitus! Ole varovainen, kun löysäät varsia, koska ne ovat jännitteen alaisina! Taittuvavartisen markiisin varren äkillinen vapautuminen voi aiheuttaa vammoja. Varoitus: Käyttöohjeet on luettava ennen tuotteen käyttöä. Varoitus: Käyttö pakkasolosuhteissa voi vahingoittaa tuotetta. Ulkokäyttö rakennuksissa ja muissa rakennustöissä.	[515, 592, 764, 697]
language-section	[6, 448, 254, 582]
language-code-heading: DK	[260, 281, 272, 291]
language-code-heading: BG	[515, 288, 528, 298]
warning-text: Advertencia: Las instrucciones del operador deben leerse antes de utilizar el producto. Información y advertencias específicas del producto: No modifique el producto sin consultar al fabricante o a su representante autorizado. La persiana exterior se retraerá en caso de que la velocidad del viento sea superior a 28 km/h. La carga admisible para la parte de manipulación es de 800 Pa. Por favor revise el producto en los días ventosos y lluviosos. El funcionamiento en condiciones de heladas puede dañar el producto. Limpie siempre el toldo cuando termine la lluvia. Por favor, no maneje ni toque la tela. Si necesita reemplazar la tela, recurra a los expertos para obtener ayuda. Compruebe la instalación general especialmente al comienzo de una nueva temporada. Asegúrese de que los sujetadores estén bien apretados y en buenas condiciones. Retraiga el toldo en caso de lluvia si la pendiente no está dentro del rango del valor recomendado en las instrucciones. ADVERTENCIA: Instrucciones de seguridad importantes. Es importante para la seguridad de las personas seguir estas instrucciones. Guarde estas instrucciones. Advertencia: La tela no debe romperse durante el funcionamiento, de lo contrario, se acumulará agua en ella. Advertencia: Cuando la barra frontal toque el suelo, no empuje más la manivela, no intente acercarlas. De lo contrario, el producto puede dañarse. ¡Peligro! Resorte fuerte cuando se abre. ¡NO retire la cubierta frontal hasta que haya terminado todos los pasos de montaje con todos los pernos apretados y el artículo esté sujeto a la pared! ¡Advertencia! ¡Tenga cuidado al aflojar los brazos, porque están bajo tensión! Una liberación repentina del brazo de un toldo plegable puede causar lesiones. Advertencia: Las instrucciones de usuario deben leerse antes del uso del producto. Advertencia: el uso en condiciones de heladas puede dañar el producto. Uso externo en edificios y otras obras de construcción.	[6, 598, 254, 730]
warning-text: Varning: Bruksanvisningen ska läsas innan produkten används. Specifik produktinformation och varningar: Ändra inte produkten utan att först rådfråga tillverkaren eller dess auktoriserade representant. Utomhuspersiennen ska dras in om vindhastigheten överstiger 28 km/h. Tillåten belastning för den icke-tillbakadragna delen är 800 Pa. Kontrollera produkten under blåsiga och regniga dagar. Drift under frostförhållanden kan skada produkten. Stäng alltid markisen när den inte används. Hantera och rör inte tyget. Om du behöver byta ut tyget, vänd dig till experter för att få hjälp. Kontrollera den övergripande installationen, särskilt i början av en ny säsong. Se till att fästena är åtdragna och i gott skick. Dra in markisen vid regn om lutningen inte ligger inom det värde som rekommenderas i instruktionerna. VARNING: Viktiga säkerhetsinstruktioner. Det är viktigt för människors säkerhet att följa dessa instruktioner. Spara dessa instruktioner. Varning: Tyget får inte brytas under användning, annars kommer vatten att samlas på det. Varning: När den främre stången rör vid marken, tryck inte längre på veven och försök inte föra dem närmare varandra. Annars kan produkten skadas. Fara! Stark fjäder vid öppning. TA INTE bort frontkåpan förrän du har slutfört alla monteringssteg med alla bultar åtdragna och föremålet fäst på väggen! Varning! Var försiktig när du lossar armarna, eftersom de är under spänning! Ett plötsligt frigörande av armen på en markis med vikarmar kan orsaka skador. Varning: Bruksanvisningen ska läsas innan produkten används. Varning: Användning under frostförhållanden kan skada produkten. Utvändig användning på byggnader och andra byggarbeten.	[515, 170, 764, 282]
language-section	[770, 396, 1018, 524]
language-code-heading: LV	[770, 147, 780, 157]
language-code-heading: SE	[515, 160, 527, 170]
